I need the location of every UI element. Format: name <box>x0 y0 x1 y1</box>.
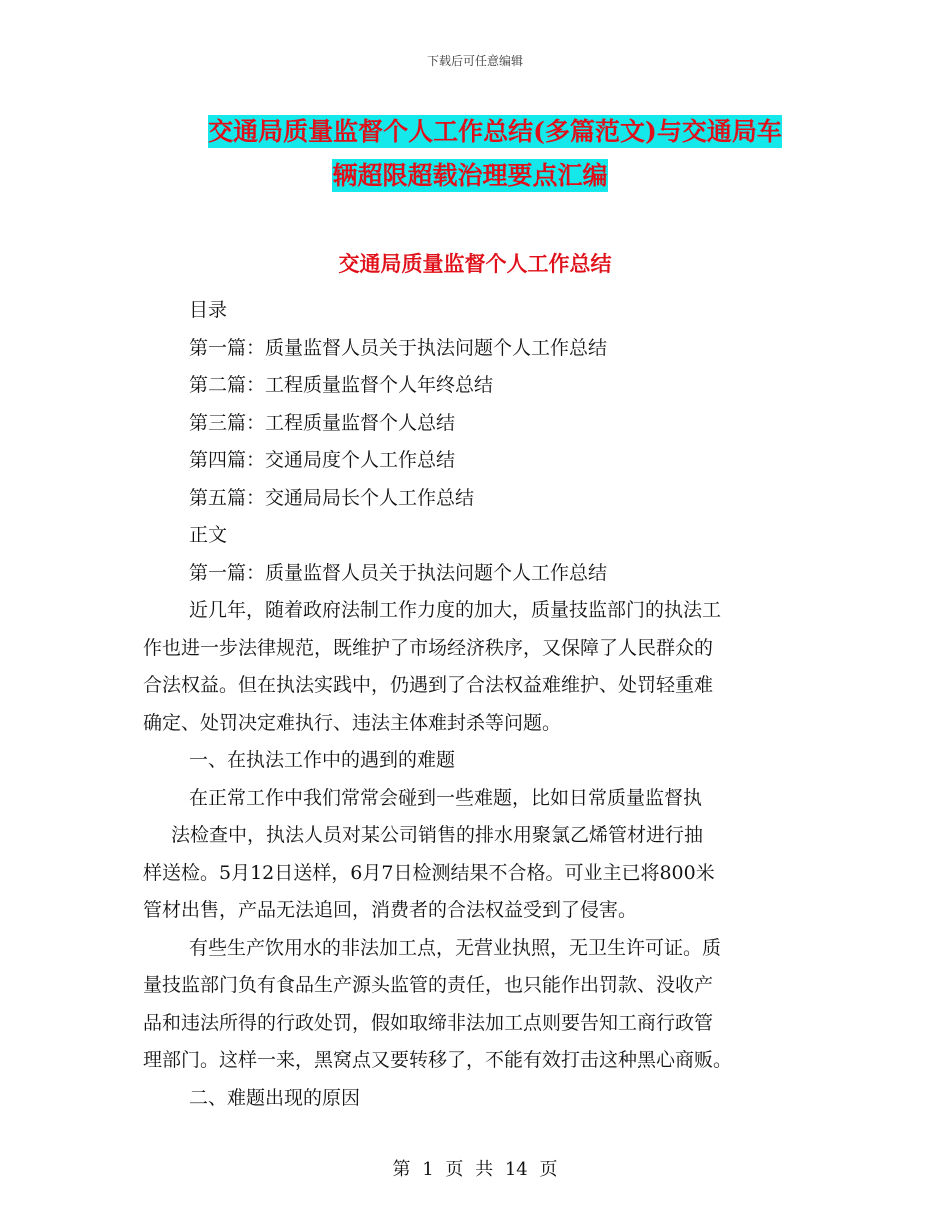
paragraph-line: 法检查中，执法人员对某公司销售的排水用聚氯乙烯管材进行抽 <box>171 824 704 846</box>
title-line-1: 交通局质量监督个人工作总结(多篇范文)与交通局车 <box>208 117 782 146</box>
toc-item: 第四篇：交通局度个人工作总结 <box>189 449 456 471</box>
section-heading: 二、难题出现的原因 <box>189 1086 361 1109</box>
toc-item: 第三篇：工程质量监督个人总结 <box>189 411 456 434</box>
document-body <box>143 292 808 1117</box>
paragraph-line: 管材出售，产品无法追回，消费者的合法权益受到了侵害。 <box>143 899 638 921</box>
paragraph-line: 在正常工作中我们常常会碰到一些难题，比如日常质量监督执 <box>189 786 703 809</box>
paragraph-line: 作也进一步法律规范，既维护了市场经济秩序，又保障了人民群众的 <box>143 636 714 659</box>
title-line-2: 辆超限超载治理要点汇编 <box>332 161 608 190</box>
toc-item: 第五篇：交通局局长个人工作总结 <box>189 486 475 509</box>
paragraph-line: 理部门。这样一来，黑窝点又要转移了，不能有效打击这种黑心商贩。 <box>143 1049 733 1071</box>
paragraph-line: 确定、处罚决定难执行、违法主体难封杀等问题。 <box>143 711 562 734</box>
toc-heading: 目录 <box>189 299 228 321</box>
paragraph-line: 量技监部门负有食品生产源头监管的责任，也只能作出罚款、没收产 <box>143 974 714 996</box>
paragraph-line: 有些生产饮用水的非法加工点，无营业执照，无卫生许可证。质 <box>189 936 722 959</box>
body-heading: 正文 <box>189 524 228 546</box>
paragraph-line: 近几年，随着政府法制工作力度的加大，质量技监部门的执法工 <box>189 599 722 621</box>
paragraph-line: 合法权益。但在执法实践中，仍遇到了合法权益难维护、处罚轻重难 <box>143 674 714 696</box>
toc-item: 第二篇：工程质量监督个人年终总结 <box>189 374 494 396</box>
document-subtitle: 交通局质量监督个人工作总结 <box>338 251 612 276</box>
toc-item: 第一篇：质量监督人员关于执法问题个人工作总结 <box>189 336 608 359</box>
header-note: 下载后可任意编辑 <box>426 54 523 68</box>
paragraph-line: 样送检。5月12日送样，6月7日检测结果不合格。可业主已将800米 <box>143 861 715 884</box>
page-footer: 第 1 页 共 14 页 <box>392 1159 558 1180</box>
section-title: 第一篇：质量监督人员关于执法问题个人工作总结 <box>189 561 608 584</box>
document-title <box>0 110 950 198</box>
section-heading: 一、在执法工作中的遇到的难题 <box>189 749 456 771</box>
paragraph-line: 品和违法所得的行政处罚，假如取缔非法加工点则要告知工商行政管 <box>143 1011 714 1034</box>
